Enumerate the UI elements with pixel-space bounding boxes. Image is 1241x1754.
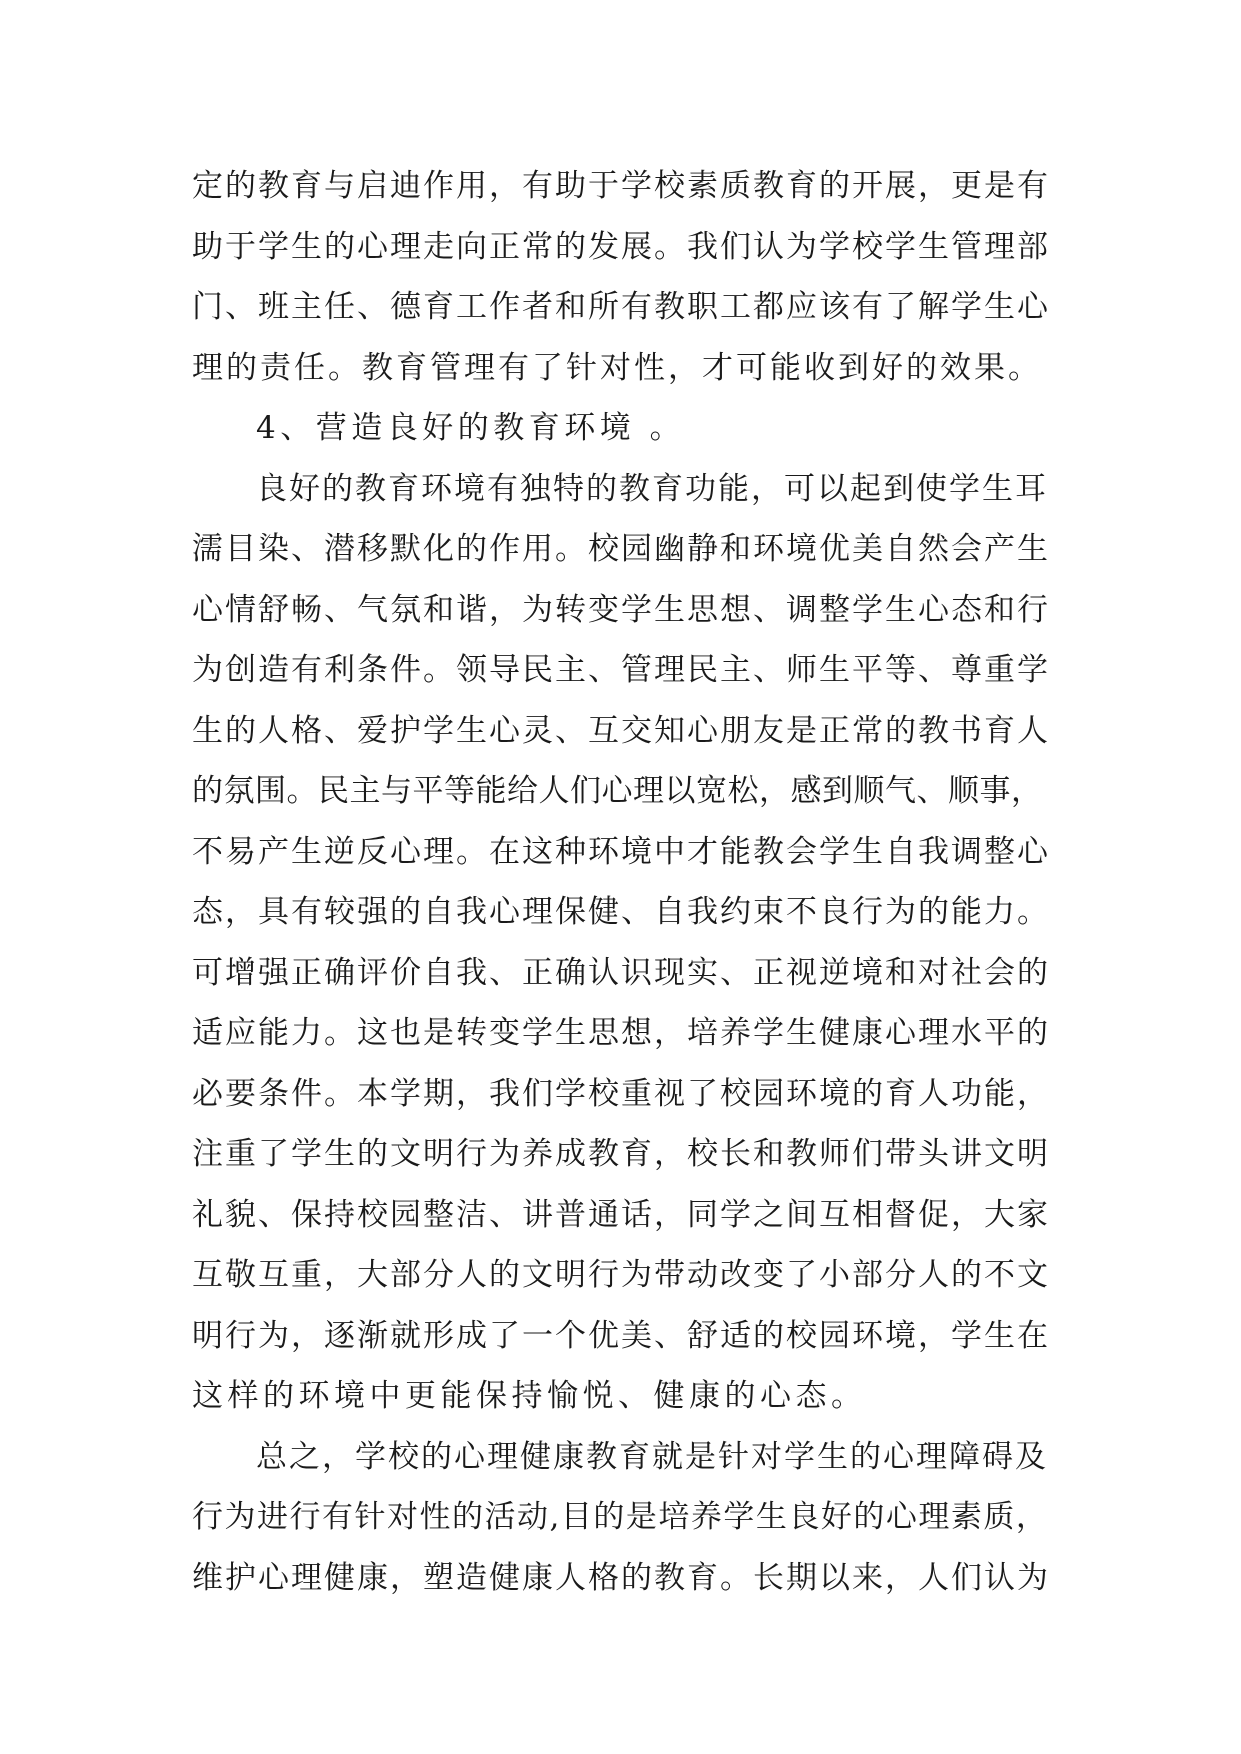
text-line: 可增强正确评价自我、正确认识现实、正视逆境和对社会的 [192,954,1050,991]
text-line: 的氛围。民主与平等能给人们心理以宽松，感到顺气、顺事， [192,773,1043,809]
text-line: 定的教育与启迪作用，有助于学校素质教育的开展，更是有 [192,168,1050,204]
text-line: 助于学生的心理走向正常的发展。我们认为学校学生管理部 [192,228,1050,265]
text-line: 必要条件。本学期，我们学校重视了校园环境的育人功能， [192,1075,1050,1112]
text-line: 生的人格、爱护学生心灵、互交知心朋友是正常的教书育人 [192,712,1050,749]
text-line: 这样的环境中更能保持愉悦、健康的心态。 [192,1378,867,1414]
text-line: 濡目染、潜移默化的作用。校园幽静和环境优美自然会产生 [192,531,1050,567]
text-line: 行为进行有针对性的活动,目的是培养学生良好的心理素质， [192,1499,1049,1535]
text-line: 态，具有较强的自我心理保健、自我约束不良行为的能力。 [192,894,1050,930]
text-line: 门、班主任、德育工作者和所有教职工都应该有了解学生心 [192,289,1050,325]
body-text [192,156,1054,1608]
paragraph-start: 良好的教育环境有独特的教育功能，可以起到使学生耳 [256,470,1048,507]
text-line: 理的责任。教育管理有了针对性，才可能收到好的效果。 [192,349,1042,386]
section-heading: 4、营造良好的教育环境 。 [256,410,686,446]
text-line: 明行为，逐渐就形成了一个优美、舒适的校园环境，学生在 [192,1317,1050,1354]
text-line: 适应能力。这也是转变学生思想，培养学生健康心理水平的 [192,1015,1050,1051]
text-line: 互敬互重，大部分人的文明行为带动改变了小部分人的不文 [192,1257,1050,1293]
text-line: 心情舒畅、气氛和谐，为转变学生思想、调整学生心态和行 [192,591,1050,628]
text-line: 维护心理健康，塑造健康人格的教育。长期以来，人们认为 [192,1559,1050,1596]
text-line: 为创造有利条件。领导民主、管理民主、师生平等、尊重学 [192,652,1050,688]
text-line: 不易产生逆反心理。在这种环境中才能教会学生自我调整心 [192,833,1050,870]
text-line: 注重了学生的文明行为养成教育，校长和教师们带头讲文明 [192,1136,1050,1172]
paragraph-start: 总之，学校的心理健康教育就是针对学生的心理障碍及 [256,1438,1048,1475]
text-line: 礼貌、保持校园整洁、讲普通话，同学之间互相督促，大家 [192,1196,1050,1233]
